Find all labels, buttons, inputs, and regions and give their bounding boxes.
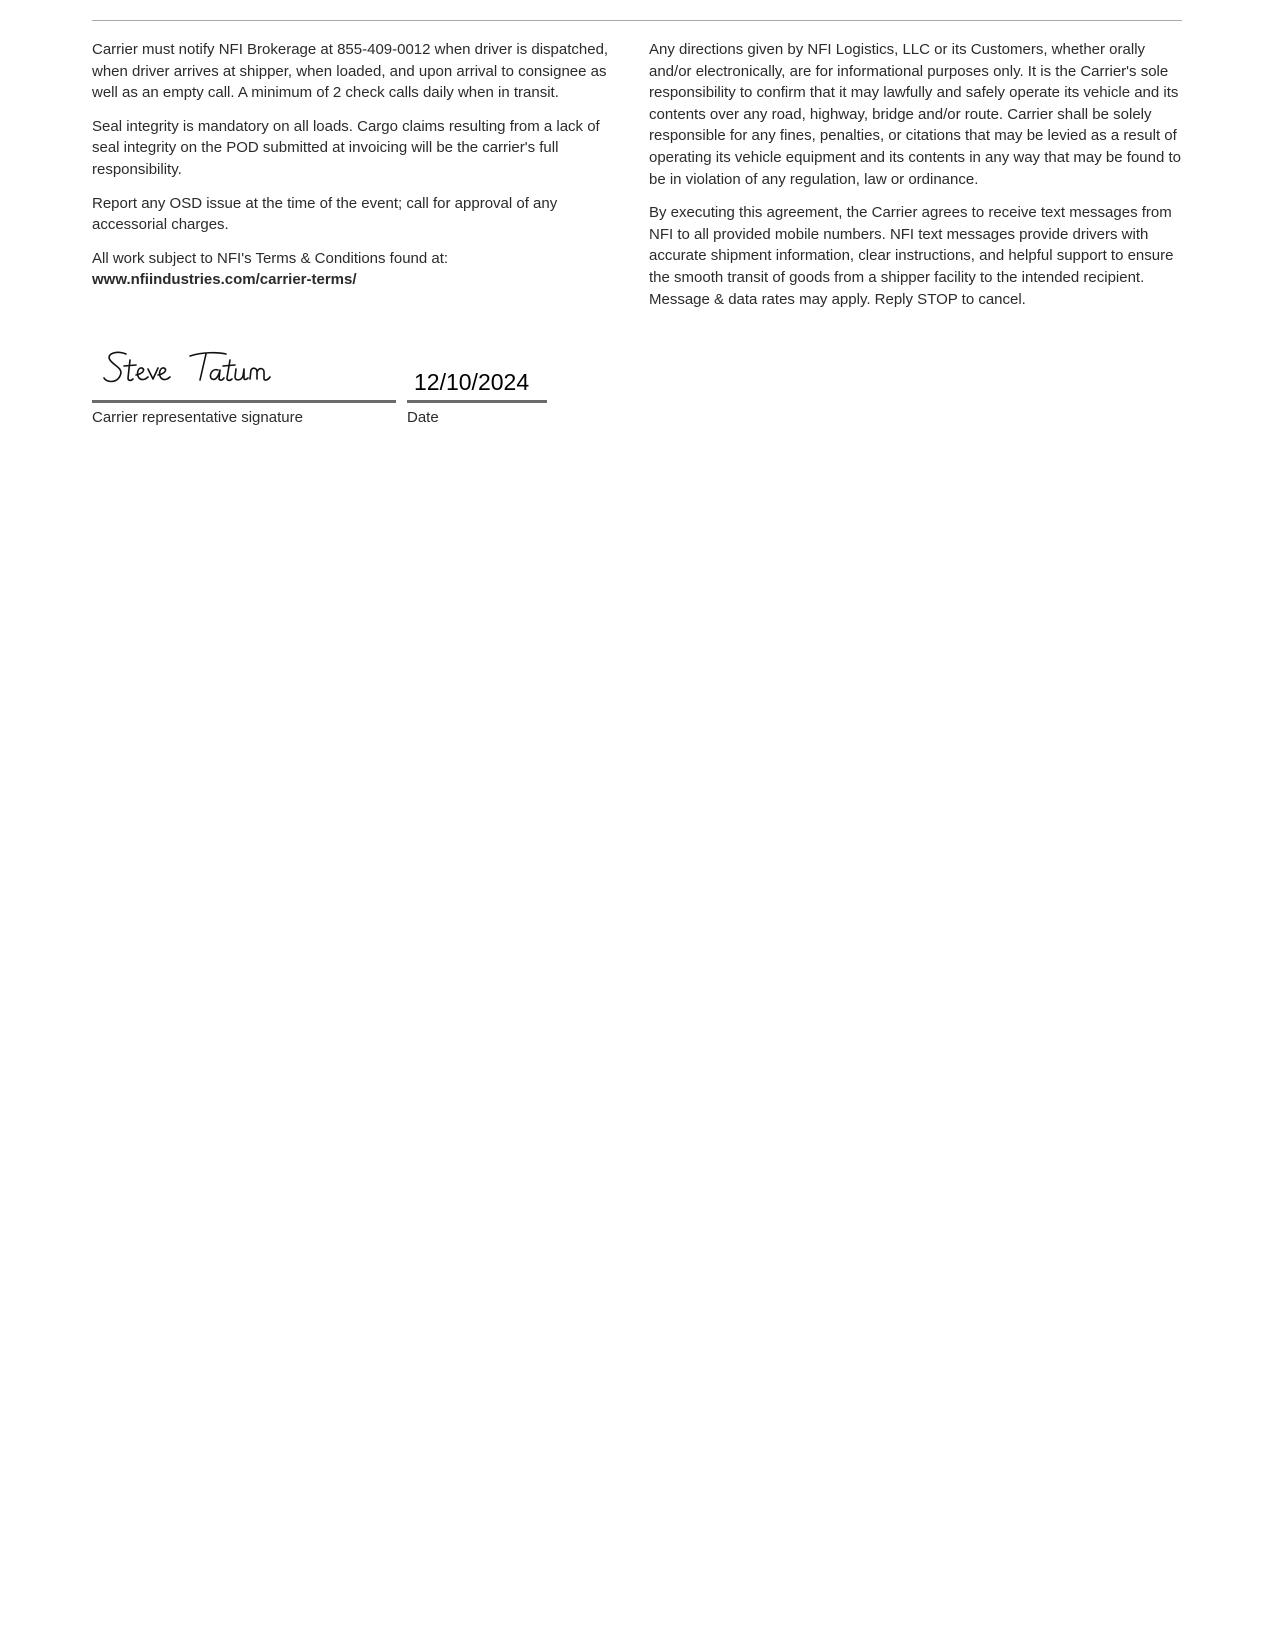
terms-intro: All work subject to NFI's Terms & Conditions found at: (92, 249, 449, 267)
date-label: Date (407, 409, 439, 426)
notify-paragraph: Carrier must notify NFI Brokerage at 855-409-0012 when driver is dispatched, when driver arrives at shipper, when loaded, and upon arrival to consignee as well as an empty call. A minimum of 2 check calls daily when in transit. (92, 41, 609, 102)
date-value: 12/10/2024 (414, 369, 530, 395)
osd-paragraph: Report any OSD issue at the time of the event; call for approval of any accessorial charges. (92, 194, 558, 234)
text-messages-paragraph: By executing this agreement, the Carrier agrees to receive text messages from NFI to all provided mobile numbers. NFI text messages provide drivers with accurate shipment information, clear instructions, and helpful support to ensure the smooth transit of goods from a shipper facility to the intended recipient. Message & data rates may apply. Reply STOP to cancel. (649, 204, 1174, 308)
date-block (407, 340, 547, 426)
date-field[interactable] (407, 340, 547, 403)
signature-block (92, 340, 396, 426)
signature-field[interactable] (92, 340, 396, 403)
left-terms-column (92, 39, 622, 303)
right-terms-column (649, 39, 1189, 322)
terms-link[interactable]: www.nfiindustries.com/carrier-terms/ (92, 271, 357, 289)
seal-integrity-paragraph: Seal integrity is mandatory on all loads. Cargo claims resulting from a lack of seal integrity on the POD submitted at invoicing will be the carrier's full responsibility. (92, 117, 600, 178)
signature-label: Carrier representative signature (92, 409, 303, 426)
terms-paragraph (92, 248, 622, 291)
directions-paragraph: Any directions given by NFI Logistics, LLC or its Customers, whether orally and/or electronically, are for informational purposes only. It is the Carrier's sole responsibility to confirm that it may lawfully and safely operate its vehicle and its contents over any road, highway, bridge and/or route. Carrier shall be solely responsible for any fines, penalties, or citations that may be levied as a result of operating its vehicle equipment and its contents in any way that may be found to be in violation of any regulation, law or ordinance. (649, 41, 1181, 188)
top-divider (92, 20, 1182, 21)
handwritten-signature (102, 348, 312, 392)
